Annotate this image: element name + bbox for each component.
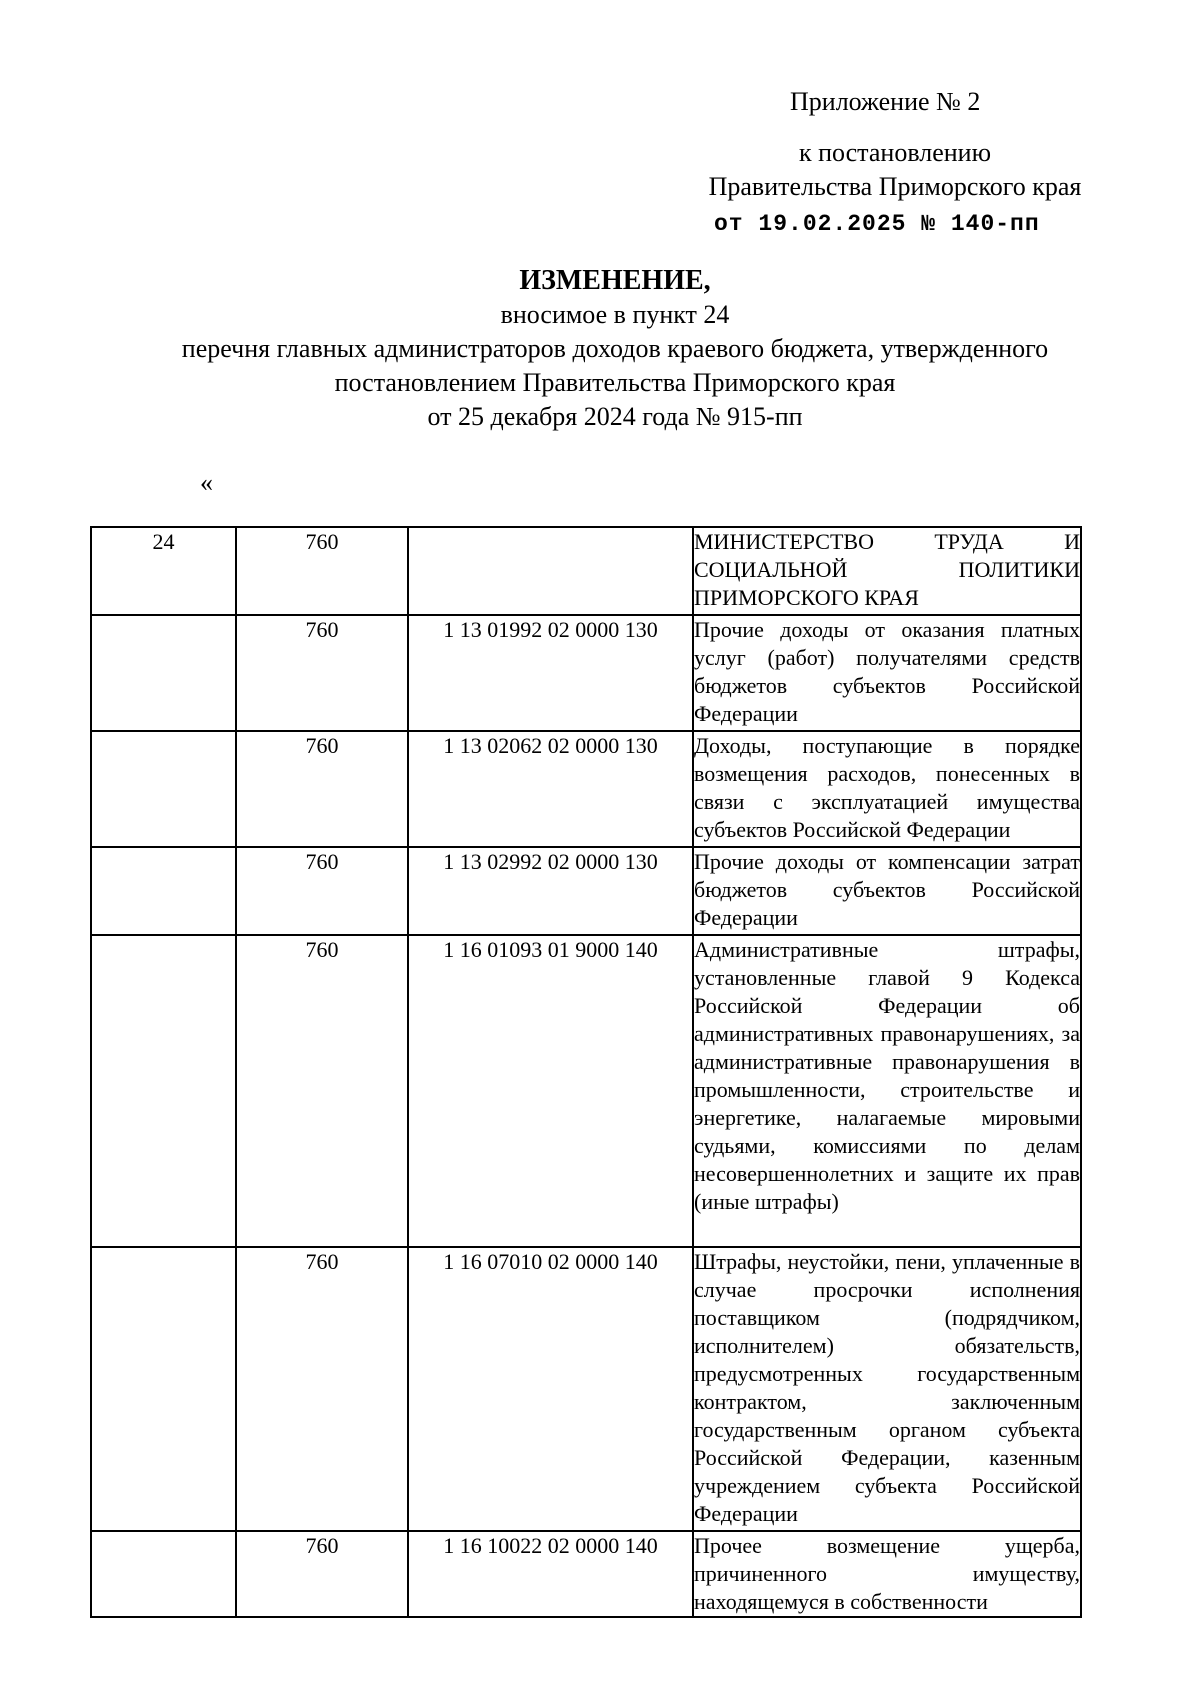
row-number: [91, 731, 236, 847]
revenue-description: Административные штрафы, установленные главой 9 Кодекса Российской Федерации об административных правонарушениях, за административные правонарушения в промышленности, строительстве и энергетике, налагаемые мировыми судьями, комиссиями по делам несовершеннолетних и защите их прав (иные штрафы): [693, 935, 1081, 1247]
admin-code: 760: [236, 527, 408, 615]
annex-to-resolution: к постановлению: [798, 138, 992, 167]
revenue-description: Прочие доходы от компенсации затрат бюджетов субъектов Российской Федерации: [693, 847, 1081, 935]
revenue-description: Штрафы, неустойки, пени, уплаченные в случае просрочки исполнения поставщиком (подрядчиком, исполнителем) обязательств, предусмотренных государственным контрактом, заключенным государственным органом субъекта Российской Федерации, казенным учреждением субъекта Российской Федерации: [693, 1247, 1081, 1531]
revenue-description: Прочие доходы от оказания платных услуг (работ) получателями средств бюджетов субъектов Российской Федерации: [693, 615, 1081, 731]
annex-subtitle: [690, 136, 1100, 204]
annex-date-stamp: от 19.02.2025 № 140-пп: [714, 211, 1040, 237]
opening-quote: «: [200, 468, 213, 497]
revenue-administrators-table: [90, 526, 1082, 1618]
heading-line-1: вносимое в пункт 24: [500, 300, 730, 329]
table-row: [91, 1531, 1081, 1617]
annex-government: Правительства Приморского края: [708, 172, 1082, 201]
admin-code: 760: [236, 615, 408, 731]
row-number: [91, 1247, 236, 1531]
revenue-code: 1 13 01992 02 0000 130: [408, 615, 693, 731]
revenue-code: 1 13 02062 02 0000 130: [408, 731, 693, 847]
revenue-code: [408, 527, 693, 615]
admin-code: 760: [236, 847, 408, 935]
admin-code: 760: [236, 731, 408, 847]
row-number: [91, 615, 236, 731]
revenue-description: МИНИСТЕРСТВО ТРУДА И СОЦИАЛЬНОЙ ПОЛИТИКИ ПРИМОРСКОГО КРАЯ: [693, 527, 1081, 615]
table-row: [91, 1247, 1081, 1531]
table-row: [91, 731, 1081, 847]
row-number: 24: [91, 527, 236, 615]
admin-code: 760: [236, 1247, 408, 1531]
revenue-code: 1 13 02992 02 0000 130: [408, 847, 693, 935]
revenue-code: 1 16 10022 02 0000 140: [408, 1531, 693, 1617]
revenue-description: Доходы, поступающие в порядке возмещения расходов, понесенных в связи с эксплуатацией имущества субъектов Российской Федерации: [693, 731, 1081, 847]
heading-line-3: постановлением Правительства Приморского края: [334, 368, 896, 397]
table-row: [91, 935, 1081, 1247]
row-number: [91, 1531, 236, 1617]
heading-line-4: от 25 декабря 2024 года № 915-пп: [427, 402, 803, 431]
table-row: [91, 615, 1081, 731]
revenue-description: Прочее возмещение ущерба, причиненного имуществу, находящемуся в собственности: [693, 1531, 1081, 1617]
table-row: [91, 527, 1081, 615]
annex-title: Приложение № 2: [790, 87, 981, 116]
heading-line-2: перечня главных администраторов доходов краевого бюджета, утвержденного: [181, 334, 1049, 363]
revenue-code: 1 16 07010 02 0000 140: [408, 1247, 693, 1531]
row-number: [91, 847, 236, 935]
document-heading: ИЗМЕНЕНИЕ,: [519, 265, 711, 296]
table-row: [91, 847, 1081, 935]
row-number: [91, 935, 236, 1247]
revenue-code: 1 16 01093 01 9000 140: [408, 935, 693, 1247]
admin-code: 760: [236, 1531, 408, 1617]
admin-code: 760: [236, 935, 408, 1247]
